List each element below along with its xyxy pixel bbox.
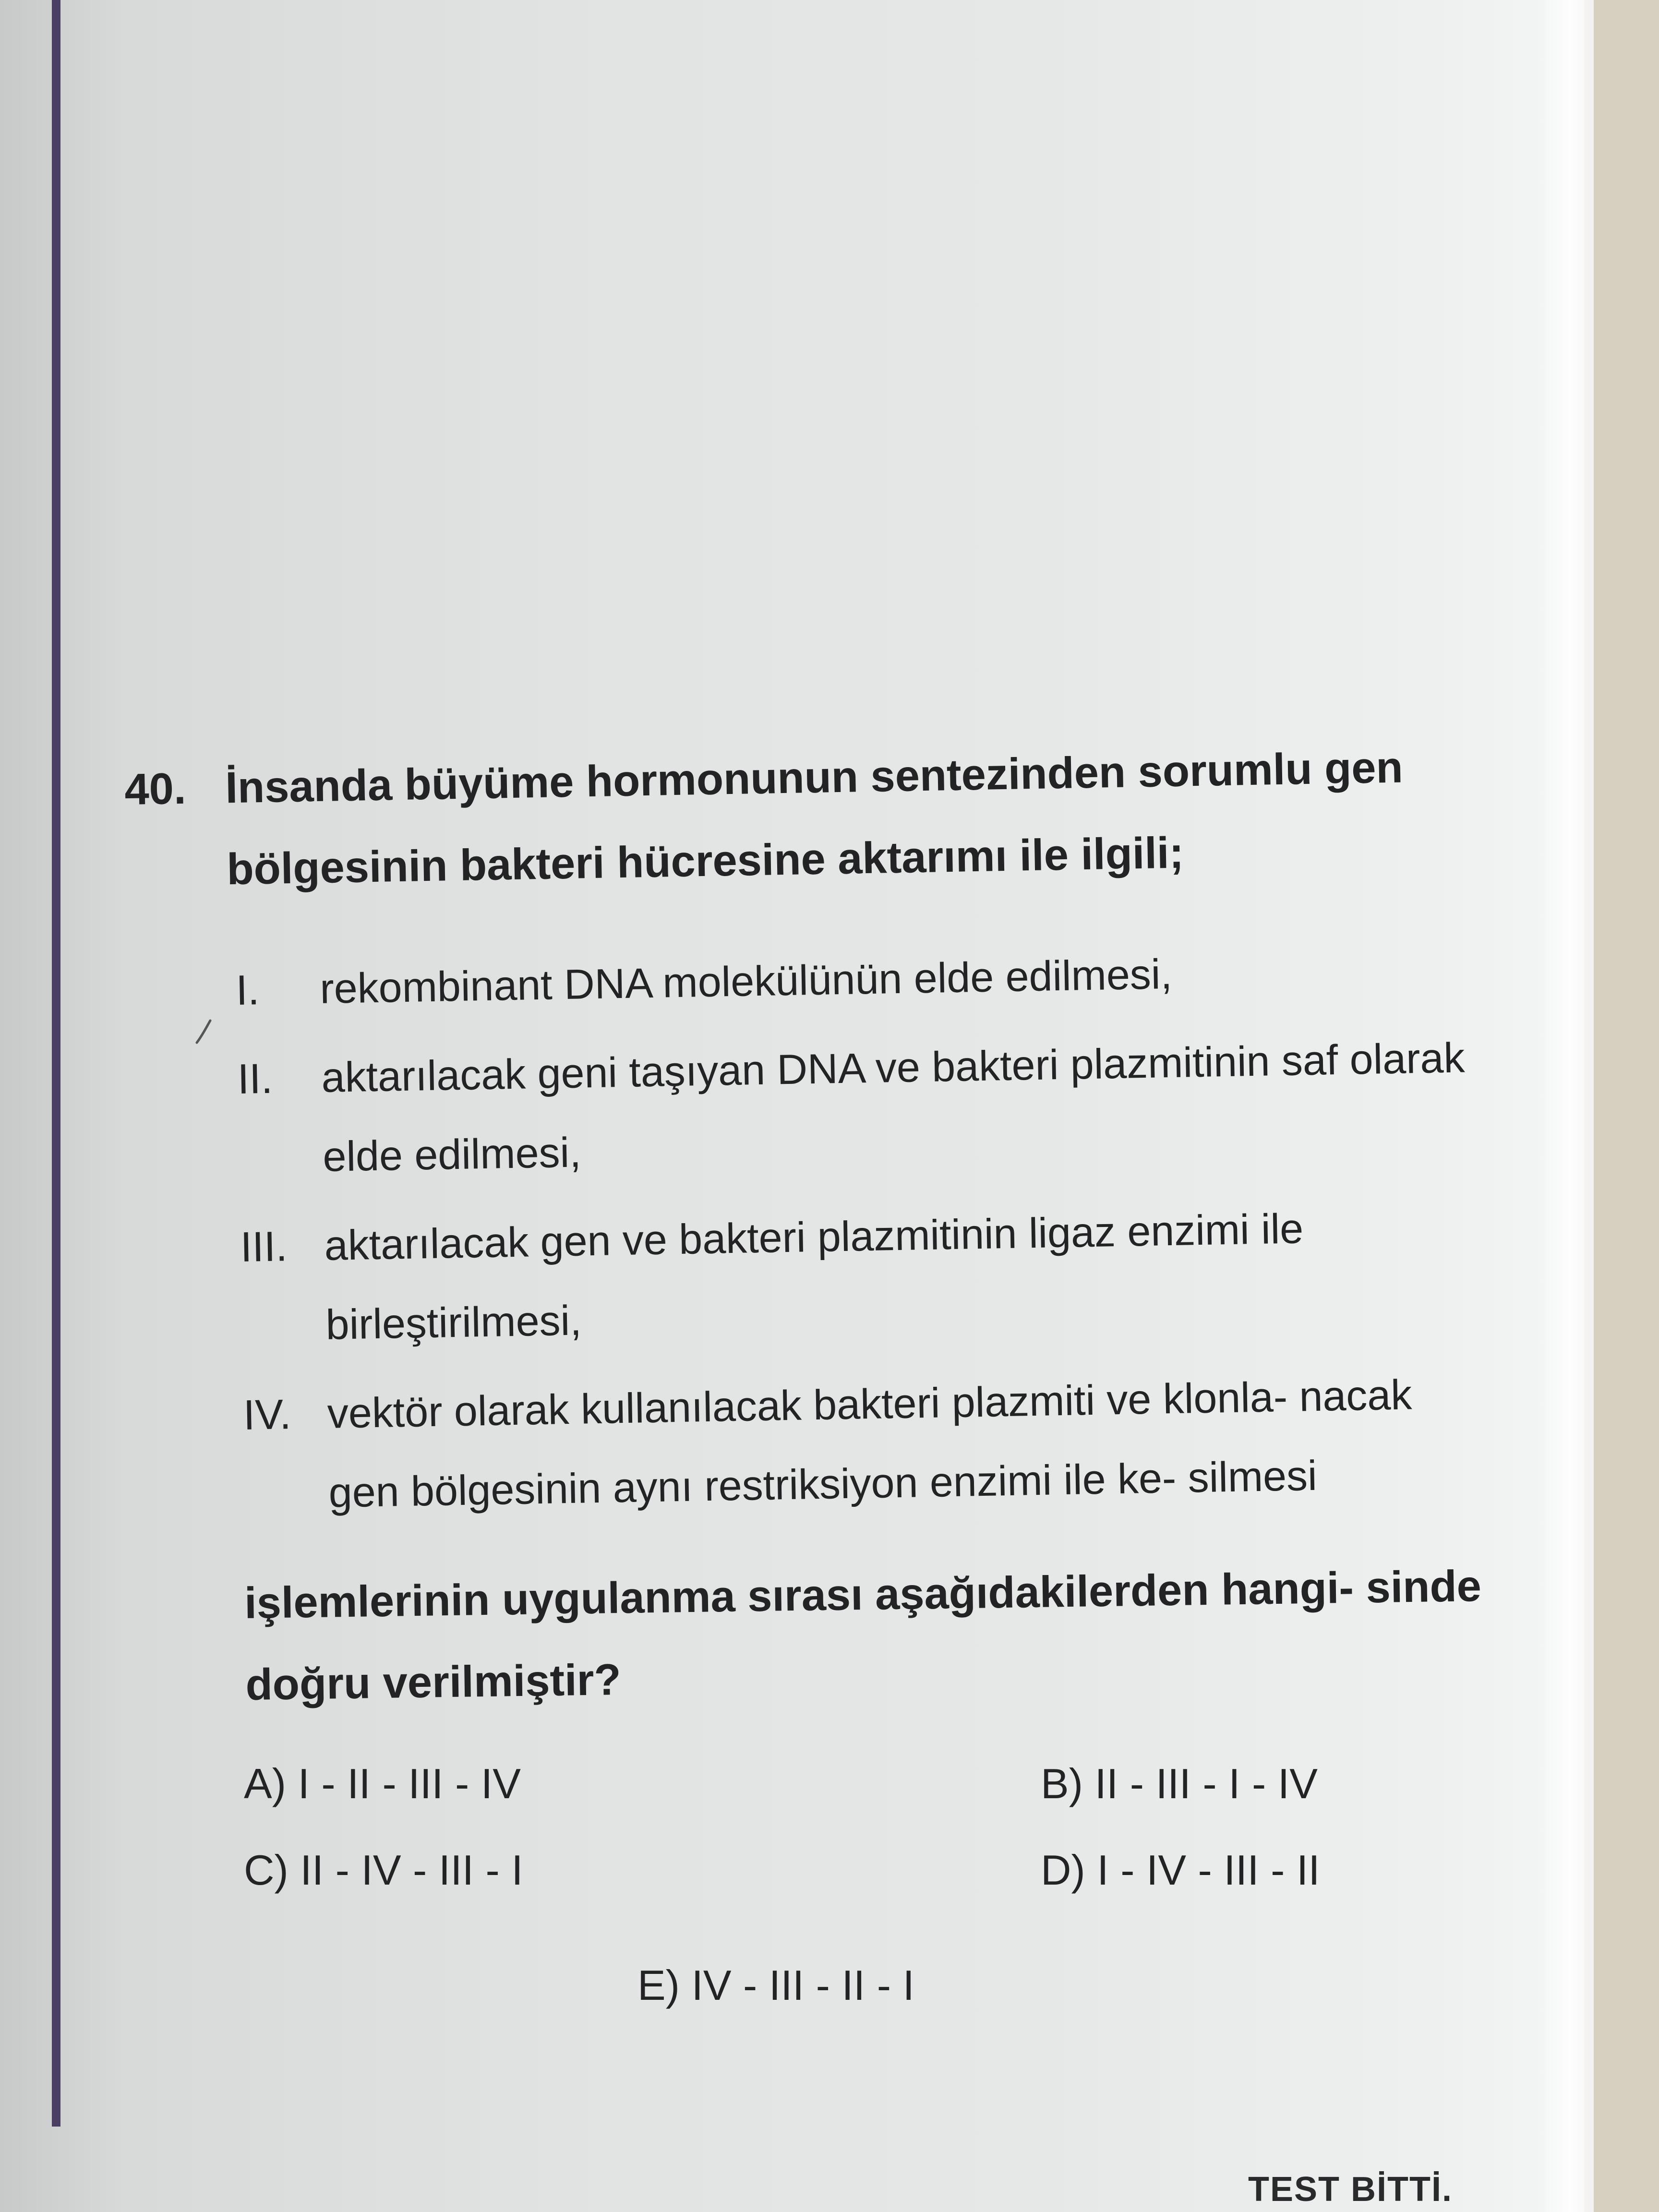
question-number: 40. — [124, 764, 187, 814]
option-c[interactable]: C) II - IV - III - I — [244, 1846, 523, 1894]
page-edge — [1536, 0, 1594, 2212]
statement-text: vektör olarak kullanılacak bakteri plazmiti ve klonla- nacak gen bölgesinin aynı restriksiyon enzimi ile ke- silmesi — [326, 1370, 1413, 1516]
option-b[interactable]: B) II - III - I - IV — [1041, 1760, 1318, 1807]
statement-numeral: IV. — [243, 1390, 292, 1439]
statement-numeral: I. — [235, 966, 260, 1014]
statement-text: rekombinant DNA molekülünün elde edilmesi, — [319, 950, 1173, 1012]
question-stem: İnsanda büyüme hormonunun sentezinden sorumlu gen bölgesinin bakteri hücresine aktarımı ile ilgili; — [225, 743, 1404, 894]
option-d[interactable]: D) I - IV - III - II — [1041, 1846, 1320, 1894]
question-header — [124, 725, 1471, 912]
statement-item — [237, 1018, 1472, 1198]
statement-item — [242, 1354, 1478, 1534]
statement-text: aktarılacak geni taşıyan DNA ve bakteri plazmitinin saf olarak elde edilmesi, — [321, 1034, 1466, 1180]
statement-numeral: III. — [240, 1222, 288, 1271]
answer-options — [244, 1759, 1444, 2028]
question-block — [124, 743, 1482, 2028]
question-prompt: işlemlerinin uygulanma sırası aşağıdakilerden hangi- sinde doğru verilmiştir? — [244, 1562, 1482, 1709]
option-e[interactable]: E) IV - III - II - I — [637, 1961, 914, 2009]
test-end-label: TEST BİTTİ. — [1248, 2170, 1453, 2209]
statement-numeral: II. — [237, 1054, 273, 1103]
margin-line — [52, 0, 60, 2127]
statement-item — [235, 929, 1469, 1030]
option-a[interactable]: A) I - II - III - IV — [244, 1760, 521, 1807]
statement-item — [240, 1186, 1475, 1366]
statement-list — [235, 929, 1478, 1534]
statement-text: aktarılacak gen ve bakteri plazmitinin ligaz enzimi ile birleştirilmesi, — [324, 1204, 1304, 1348]
